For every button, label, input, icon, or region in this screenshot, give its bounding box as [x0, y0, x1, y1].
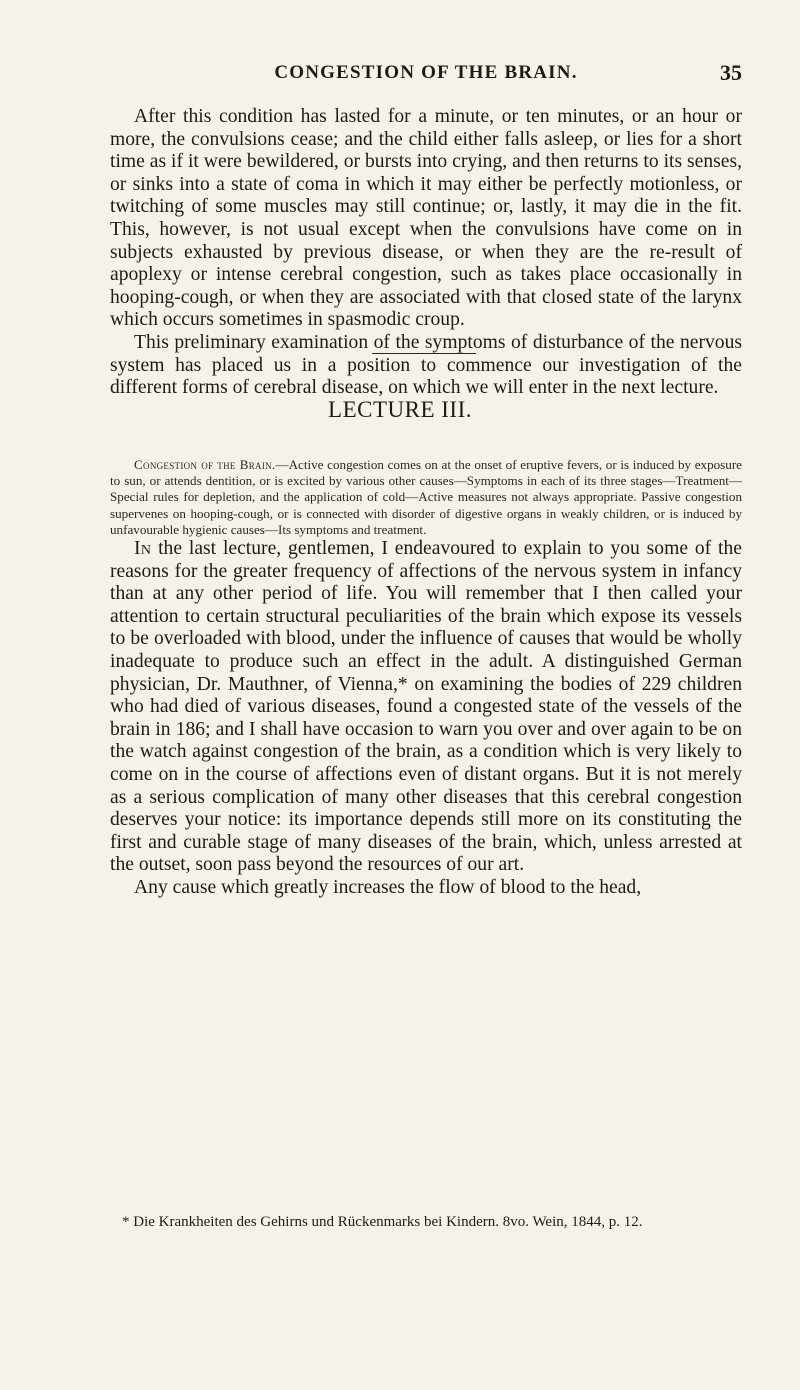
- opening-words: In: [134, 538, 152, 559]
- running-head: CONGESTION OF THE BRAIN.: [274, 62, 578, 83]
- page-header: [110, 62, 742, 92]
- page-number: 35: [720, 60, 742, 85]
- lecture-title: LECTURE III.: [328, 397, 472, 422]
- paragraph-last-lecture: [110, 538, 742, 877]
- body-text-top: [110, 106, 742, 400]
- synopsis-body: —Active congestion comes on at the onset of eruptive fevers, or is induced by exposure to sun, or attends dentition, or is excited by various other causes—Symptoms in each of its three stages—Treatment—Special rules for depletion, and the application of cold—Active measures not always appropriate. Passive congestion supervenes on hooping-cough, or is connected with disorder of digestive organs in weakly children, or is induced by unfavourable hygienic causes—Its symptoms and treatment.: [110, 457, 742, 537]
- paragraph-any-cause: Any cause which greatly increases the flow of blood to the head,: [134, 876, 642, 898]
- footnote: * Die Krankheiten des Gehirns und Rückenmarks bei Kindern. 8vo. Wein, 1844, p. 12.: [122, 1214, 643, 1230]
- paragraph-convulsions: After this condition has lasted for a minute, or ten minutes, or an hour or more, the convulsions cease; and the child either falls asleep, or lies for a short time as if it were bewildered, or bursts into crying, and then returns to its senses, or sinks into a state of coma in which it may either be perfectly motionless, or twitching of some muscles may still continue; or, lastly, it may die in the fit. This, however, is not usual except when the convulsions have come on in subjects exhausted by previous disease, or when they are the re-result of apoplexy or intense cerebral congestion, such as takes place occasionally in hooping-cough, or when they are associated with that closed state of the larynx which occurs sometimes in spasmodic croup.: [110, 106, 742, 331]
- lecture-synopsis: [110, 457, 742, 538]
- body-text-lecture: [110, 538, 742, 900]
- paragraph-preliminary: This preliminary examination of the symptoms of disturbance of the nervous system has placed us in a position to commence our investigation of the different forms of cerebral disease, on which we will enter in the next lecture.: [110, 331, 742, 399]
- paragraph-last-lecture-text: the last lecture, gentlemen, I endeavoured to explain to you some of the reasons for the greater frequency of affections of the nervous system in infancy than at any other period of life. You will remember that I then called your attention to certain structural peculiarities of the brain which expose its vessels to be overloaded with blood, under the influence of causes that would be wholly inadequate to produce such an effect in the adult. A distinguished German physician, Dr. Mauthner, of Vienna,* on examining the bodies of 229 children who had died of various diseases, found a congested state of the vessels of the brain in 186; and I shall have occasion to warn you over and over again to be on the watch against congestion of the brain, as a condition which is very likely to come on in the course of affections even of distant organs. But it is not merely as a serious complication of many other diseases that this cerebral congestion deserves your notice: its importance depends still more on its constituting the first and curable stage of many diseases of the brain, which, unless arrested at the outset, soon pass beyond the resources of our art.: [110, 538, 742, 876]
- section-divider: [372, 353, 476, 354]
- synopsis-heading: Congestion of the Brain.: [134, 457, 276, 472]
